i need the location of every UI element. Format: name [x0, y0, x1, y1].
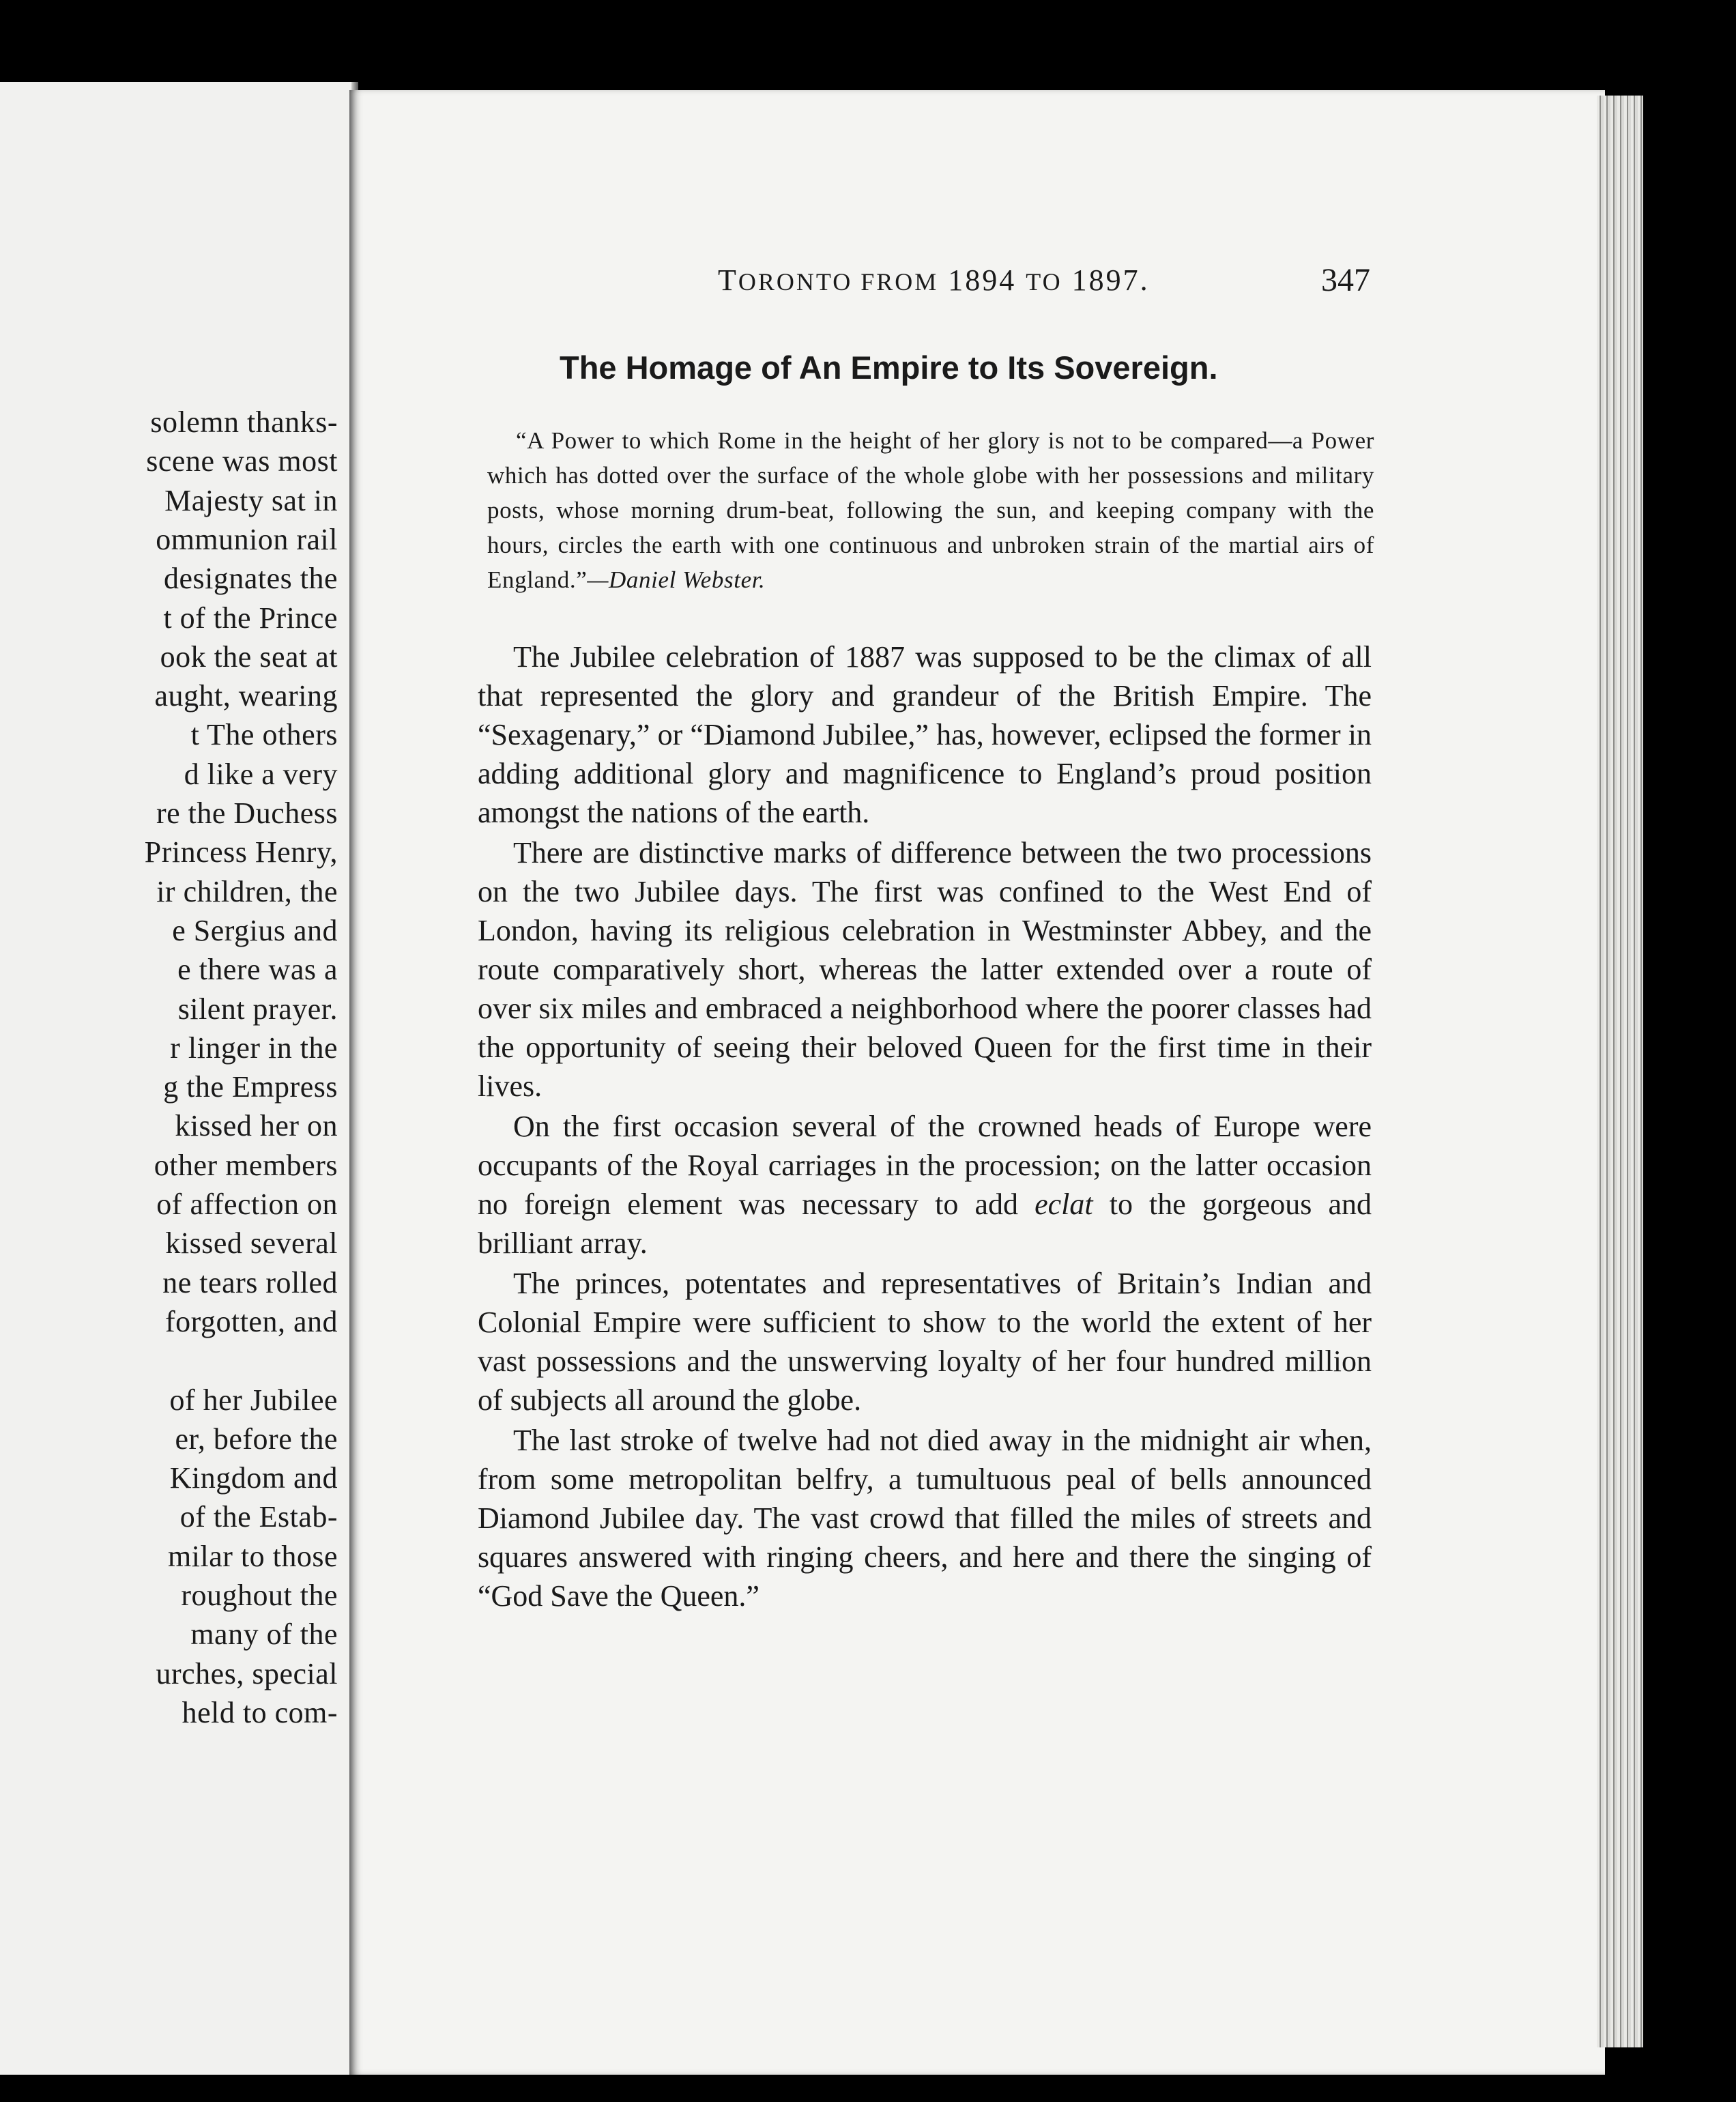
- paragraph-text: to the gorgeous and brilliant array.: [478, 1187, 1372, 1260]
- running-head-text: ORONTO FROM: [738, 268, 939, 296]
- left-page-line: Majesty sat in: [164, 483, 338, 517]
- running-head-year-start: 1894: [948, 263, 1017, 297]
- article-body: [478, 637, 1372, 1617]
- running-head-initial: T: [718, 263, 738, 297]
- left-page-line: d like a very: [184, 757, 338, 791]
- left-page-line: roughout the: [181, 1579, 338, 1612]
- left-page-line: of her Jubilee: [169, 1383, 338, 1417]
- left-page-line: of affection on: [156, 1187, 338, 1221]
- left-page-line: held to com-: [182, 1695, 338, 1729]
- left-page-line: re the Duchess: [156, 796, 338, 830]
- paragraph: The Jubilee celebration of 1887 was supposed to be the climax of all that represented the glory and grandeur of the British Empire. The “Sexagenary,” or “Diamond Jubilee,” has, however, eclipsed the former in adding additional glory and magnificence to England’s proud position amongst the nations of the earth.: [478, 640, 1372, 829]
- left-page-line: kissed several: [165, 1226, 338, 1261]
- left-page-line: aught, wearing: [154, 679, 338, 713]
- italic-word: eclat: [1035, 1187, 1093, 1221]
- page-edges: [1597, 96, 1643, 2047]
- paragraph: The princes, potentates and representatives of Britain’s Indian and Colonial Empire were sufficient to show to the world the extent of her vast possessions and the unswerving loyalty of her four hundred million of subjects all around the globe.: [478, 1267, 1372, 1417]
- epigraph: [487, 423, 1374, 597]
- left-page-line: ook the seat at: [160, 639, 338, 674]
- left-page-line: Kingdom and: [169, 1461, 338, 1495]
- left-page-line: r linger in the: [170, 1031, 338, 1065]
- left-page: [0, 82, 358, 2075]
- left-page-line: silent prayer.: [177, 992, 338, 1026]
- left-page-line: of the Estab-: [179, 1500, 338, 1534]
- left-page-line: designates the: [163, 562, 338, 596]
- epigraph-text: “A Power to which Rome in the height of her glory is not to be compared—a Power which has dotted over the surface of the whole globe with her possessions and military posts, whose morning drum-beat, following the sun, and keeping company with the hours, circles the earth with one continuous and unbroken strain of the martial airs of England.”: [487, 427, 1374, 593]
- paragraph: The last stroke of twelve had not died away in the midnight air when, from some metropolitan belfry, a tumultuous peal of bells announced Diamond Jubilee day. The vast crowd that filled the miles of streets and squares answered with ringing cheers, and here and there the singing of “God Save the Queen.”: [478, 1424, 1372, 1613]
- left-page-line: t of the Prince: [163, 601, 338, 635]
- left-page-line: many of the: [190, 1617, 338, 1652]
- left-page-line: t The others: [190, 718, 338, 752]
- running-head: [718, 263, 1150, 298]
- left-page-line: milar to those: [168, 1539, 338, 1573]
- left-page-line: forgotten, and: [164, 1304, 338, 1338]
- epigraph-attribution: —Daniel Webster.: [587, 566, 766, 593]
- left-page-line: solemn thanks-: [150, 405, 338, 439]
- left-page-line: other members: [154, 1148, 338, 1182]
- left-page-line: e Sergius and: [172, 913, 338, 947]
- left-page-line: ir children, the: [156, 874, 338, 908]
- left-page-line: ne tears rolled: [162, 1265, 338, 1299]
- article-title: The Homage of An Empire to Its Sovereign.: [560, 349, 1218, 386]
- page-number: 347: [1321, 262, 1370, 298]
- left-page-line: e there was a: [177, 953, 338, 987]
- left-page-line: ommunion rail: [156, 522, 338, 556]
- left-page-line: g the Empress: [163, 1070, 338, 1104]
- running-head-year-end: 1897.: [1071, 263, 1150, 297]
- left-page-line: urches, special: [156, 1656, 338, 1690]
- left-page-line: scene was most: [146, 444, 338, 478]
- left-page-line: er, before the: [175, 1422, 338, 1456]
- paragraph: [478, 1107, 1372, 1263]
- left-page-line: kissed her on: [175, 1109, 338, 1143]
- paragraph-text: On the first occasion several of the crowned heads of Europe were occupants of the Royal carriages in the procession; on the latter occasion no foreign element was necessary to add: [478, 1110, 1372, 1221]
- left-page-line: Princess Henry,: [144, 835, 338, 869]
- paragraph: There are distinctive marks of difference between the two processions on the two Jubilee days. The first was confined to the West End of London, having its religious celebration in Westminster Abbey, and the route comparatively short, whereas the latter extended over a route of over six miles and embraced a neighborhood where the poorer classes had the opportunity of seeing their beloved Queen for the first time in their lives.: [478, 836, 1372, 1103]
- running-head-to: TO: [1026, 268, 1062, 296]
